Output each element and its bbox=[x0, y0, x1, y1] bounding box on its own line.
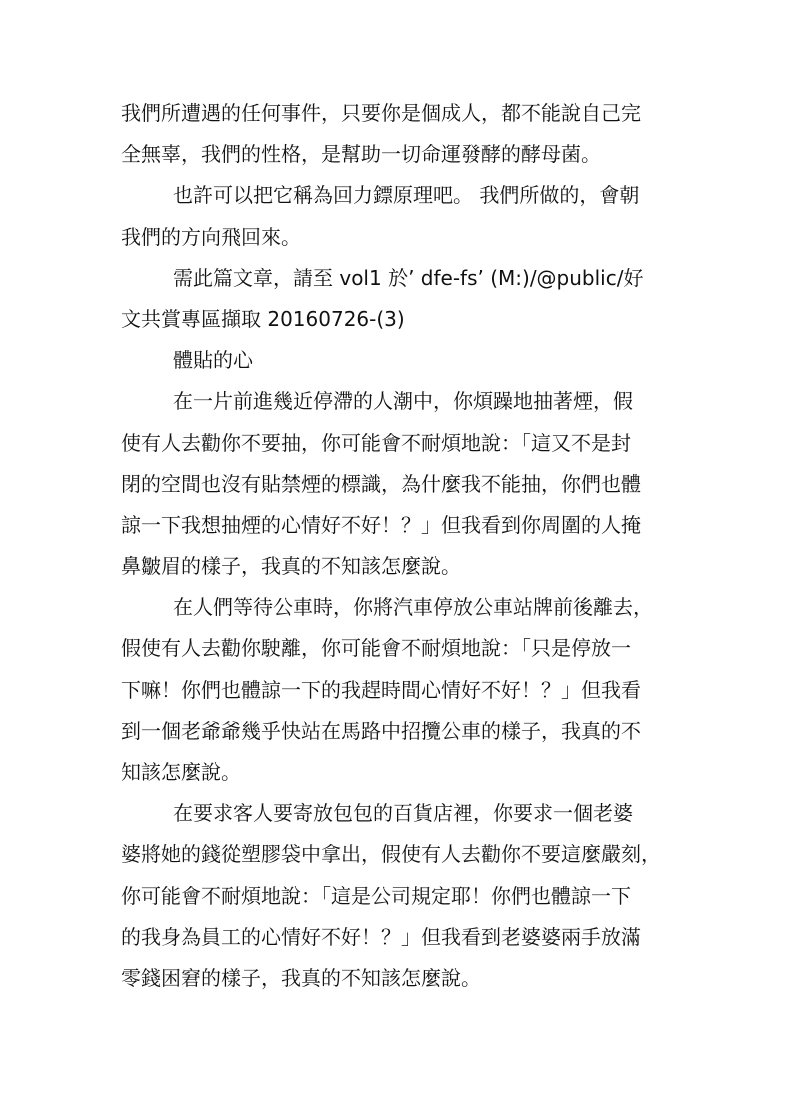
text-line: 諒一下我想抽煙的心情好不好！？」但我看到你周圍的人掩 bbox=[121, 512, 641, 537]
text-line: 在人們等待公車時，你將汽車停放公車站牌前後離去， bbox=[173, 595, 653, 620]
text-line: 你可能會不耐煩地說：「這是公司規定耶！你們也體諒一下 bbox=[121, 883, 631, 908]
text-line: 假使有人去勸你駛離，你可能會不耐煩地說：「只是停放一 bbox=[121, 636, 631, 661]
text-line: 下嘛！你們也體諒一下的我趕時間心情好不好！？」但我看 bbox=[121, 677, 641, 702]
text-line: 需此篇文章，請至 vol1 於’ dfe-fs’ (M:)/@public/好 bbox=[173, 265, 644, 290]
text-line: 到一個老爺爺幾乎快站在馬路中招攬公車的樣子，我真的不 bbox=[121, 718, 641, 743]
text-line: 在要求客人要寄放包包的百貨店裡，你要求一個老婆 bbox=[173, 801, 633, 826]
text-line: 也許可以把它稱為回力鏢原理吧。 我們所做的，會朝 bbox=[173, 183, 640, 208]
section-heading: 體貼的心 bbox=[173, 348, 253, 373]
text-line: 使有人去勸你不要抽，你可能會不耐煩地說：「這又不是封 bbox=[121, 430, 631, 455]
text-line: 閉的空間也沒有貼禁煙的標識，為什麼我不能抽，你們也體 bbox=[121, 471, 641, 496]
text-line: 我們所遭遇的任何事件，只要你是個成人，都不能說自己完 bbox=[121, 101, 641, 125]
text-line: 在一片前進幾近停滯的人潮中，你煩躁地抽著煙，假 bbox=[173, 389, 633, 414]
text-line: 我們的方向飛回來。 bbox=[121, 224, 301, 249]
text-line: 文共賞專區擷取 20160726-(3) bbox=[121, 306, 405, 331]
text-line: 鼻皺眉的樣子，我真的不知該怎麼說。 bbox=[121, 554, 461, 579]
text-line: 的我身為員工的心情好不好！？」但我看到老婆婆兩手放滿 bbox=[121, 924, 641, 949]
text-line: 零錢困窘的樣子，我真的不知該怎麼說。 bbox=[121, 965, 481, 990]
text-line: 全無辜，我們的性格，是幫助一切命運發酵的酵母菌。 bbox=[121, 142, 601, 167]
document-body bbox=[121, 93, 673, 999]
text-line: 知該怎麼說。 bbox=[121, 760, 241, 784]
text-line: 婆將她的錢從塑膠袋中拿出，假使有人去勸你不要這麼嚴刻， bbox=[121, 842, 661, 867]
